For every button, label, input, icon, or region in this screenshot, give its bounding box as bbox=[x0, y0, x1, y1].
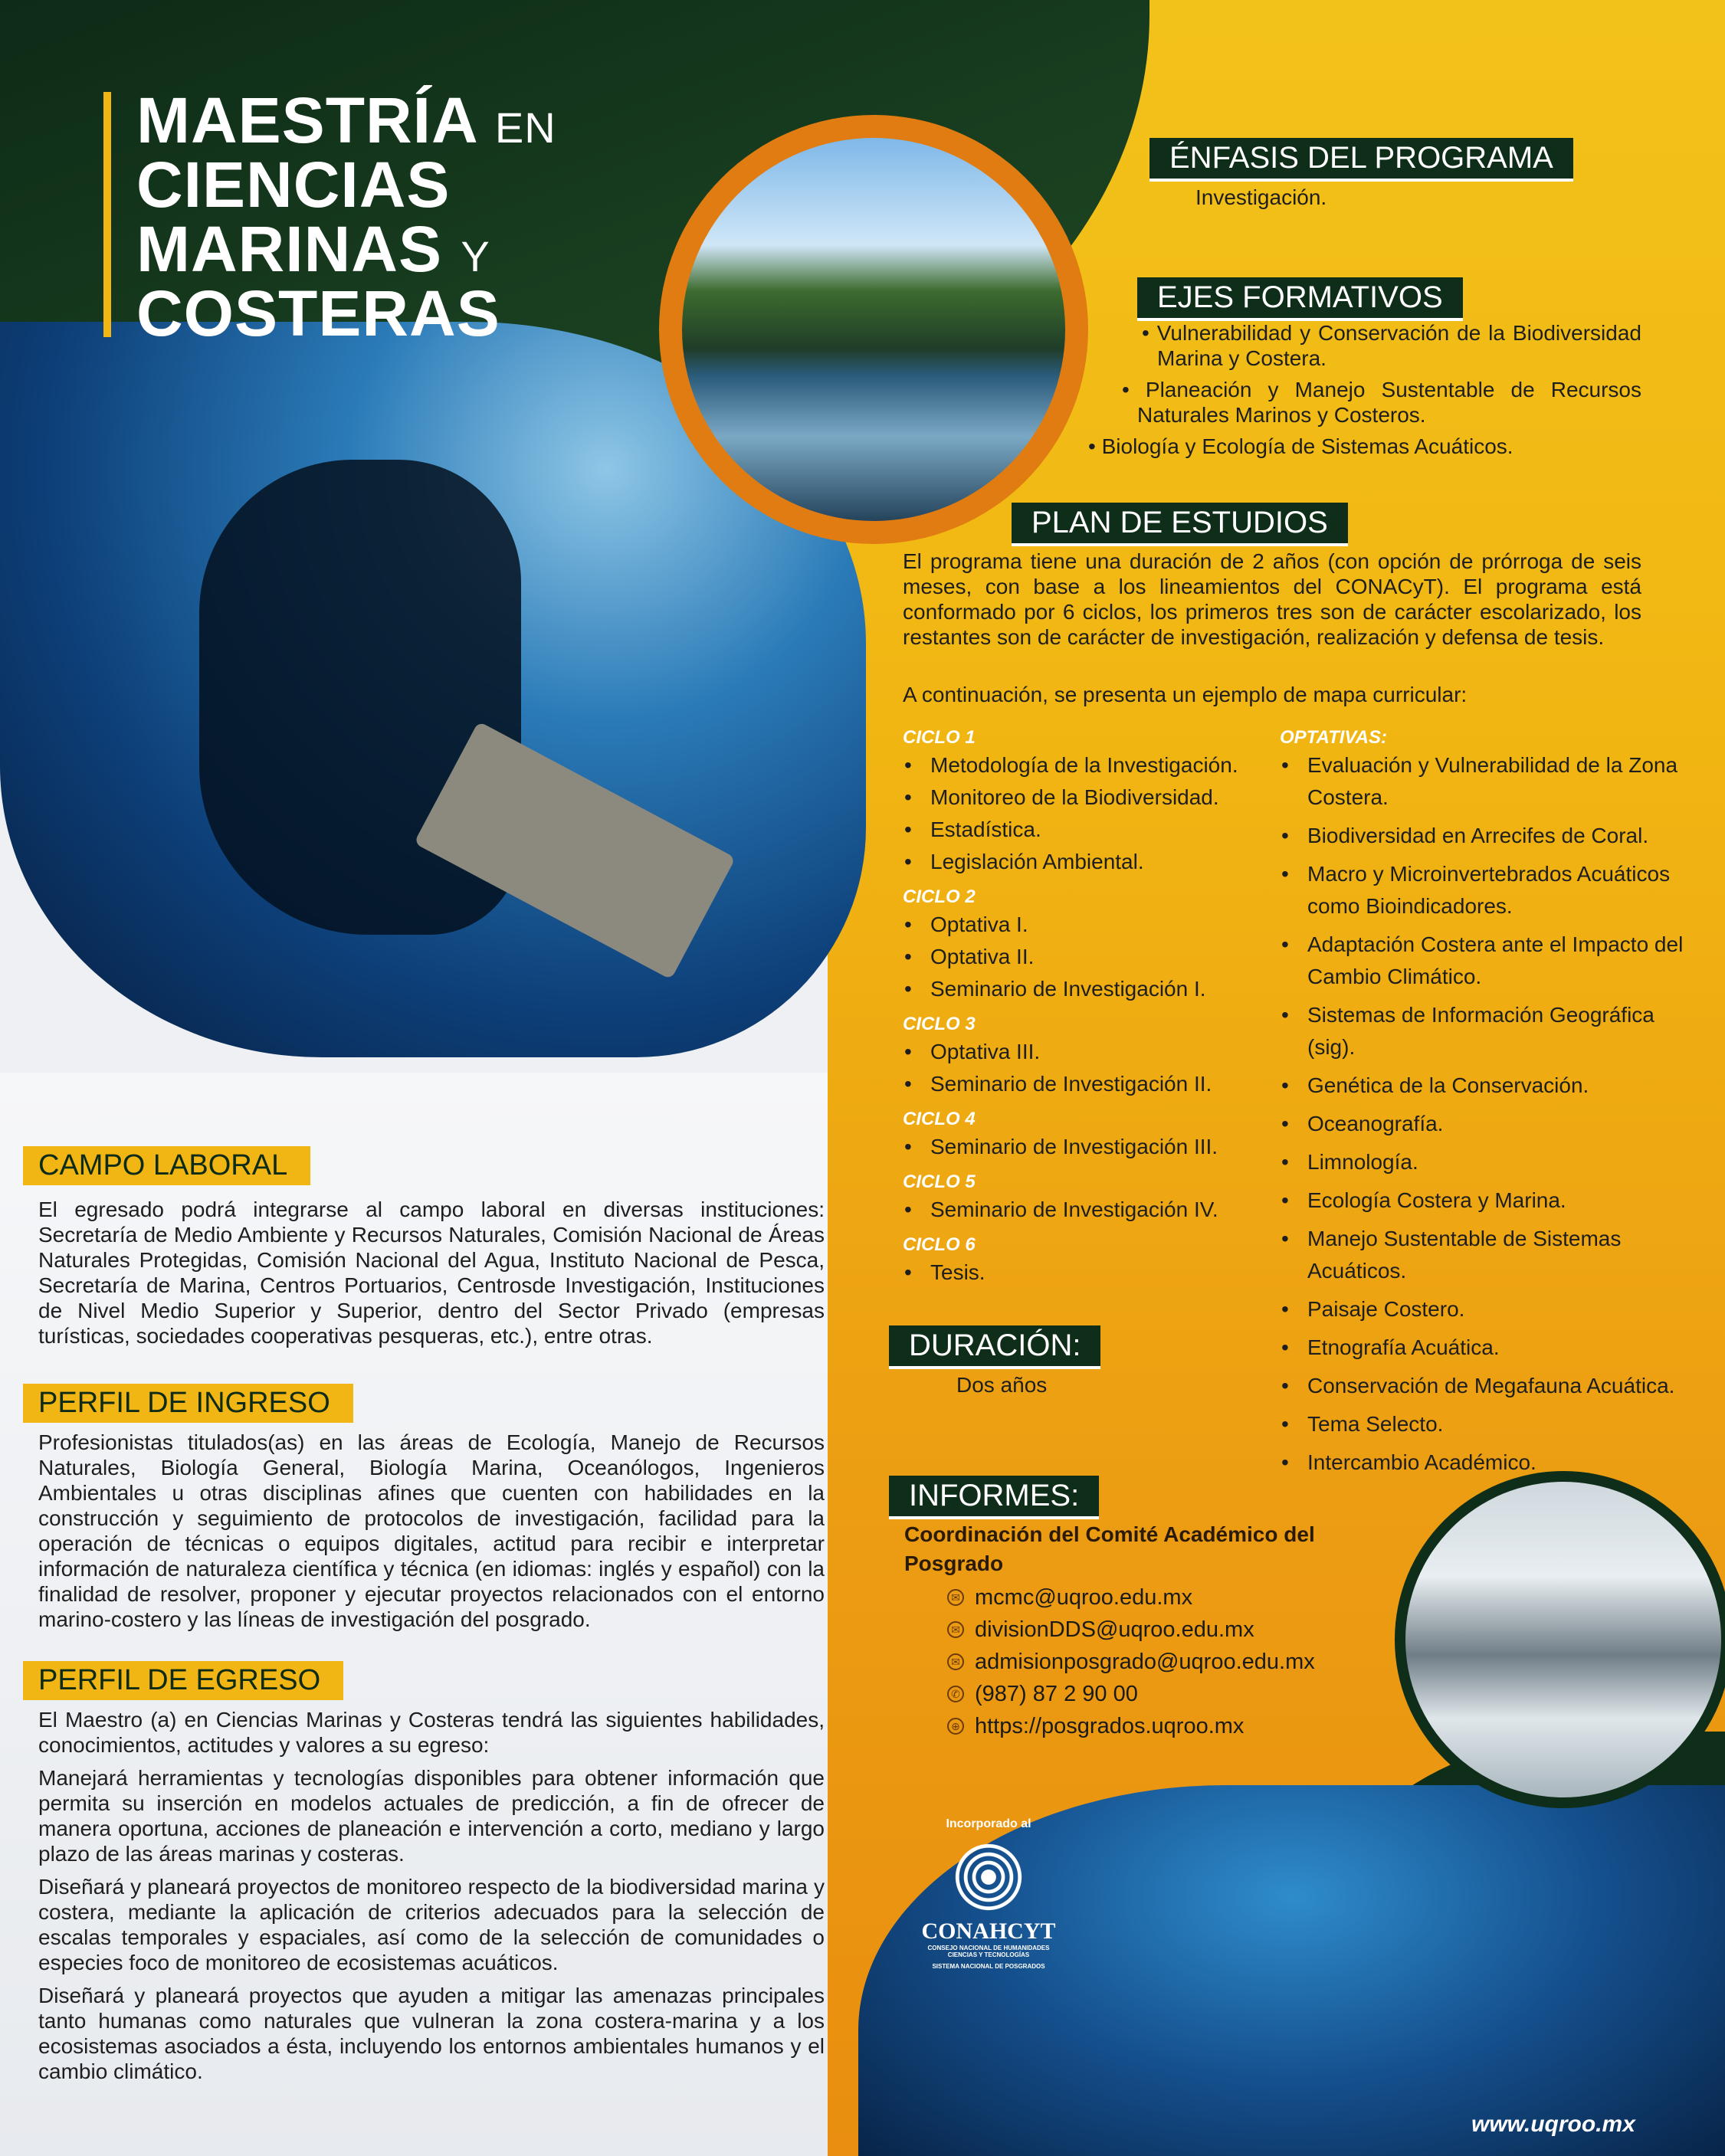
egreso-body bbox=[38, 1707, 825, 2084]
egreso-p3: Diseñará y planeará proyectos de monitoreo respecto de la biodiversidad marina y costera, mediante la aplicación de criterios adecuados para la selección de escalas temporales y espaciales, así como de la selección de comunidades o especies foco de monitoreo de ecosistemas acuáticos. bbox=[38, 1875, 825, 1974]
ciclo-heading: CICLO 3 bbox=[903, 1014, 976, 1034]
egreso-p4: Diseñará y planeará proyectos que ayuden a mitigar las amenazas principales tanto humanas como naturales que vulneran la zona costera-marina y a los ecosistemas asociados a ésta, incluyendo los entornos ambientales humanos y el cambio climático. bbox=[38, 1984, 825, 2083]
optativa-item: • Macro y Microinvertebrados Acuáticos como Bioindicadores. bbox=[1280, 858, 1694, 922]
course-item: • Metodología de la Investigación. bbox=[903, 749, 1263, 781]
mangrove-photo-frame bbox=[659, 115, 1088, 544]
title-accent-bar bbox=[103, 92, 111, 337]
ciclos-column bbox=[903, 719, 1263, 1289]
campo-text: El egresado podrá integrarse al campo laboral en diversas instituciones: Secretaría de Medio Ambiente y Recursos Naturales, Comisión Nacional de Áreas Naturales Protegidas, Comisión Nacional del Agua, Instituto Nacional de Pesca, Secretaría de Marina, Centros Portuarios, Centrosde Investigación, Instituciones de Nivel Medio Superior y Superior, dentro del Sector Privado (empresas turísticas, sociedades cooperativas pesqueras, etc.), entre otras. bbox=[38, 1198, 825, 1348]
optativa-item: • Limnología. bbox=[1280, 1146, 1694, 1178]
ejes-label: EJES FORMATIVOS bbox=[1137, 277, 1463, 321]
mail-icon: ✉ bbox=[947, 1621, 964, 1638]
ingreso-text: Profesionistas titulados(as) en las áreas de Ecología, Manejo de Recursos Naturales, Biología General, Biología Marina, Oceanólogos, Ingenieros Ambientales u otras disciplinas afines que cuenten con habilidades en la construcción y seguimiento de protocolos de investigación, facilidad para la operación de técnicas o equipos digitales, actitud para recibir e interpretar información de naturaleza científica y técnica (en idiomas: inglés y español) con la finalidad de resolver, proponer y ejecutar proyectos relacionados con el entorno marino-costero y las líneas de investigación del posgrado. bbox=[38, 1430, 825, 1631]
ejes-item: • Planeación y Manejo Sustentable de Recursos Naturales Marinos y Costeros. bbox=[1122, 378, 1641, 427]
conahcyt-sub2: CIENCIAS Y TECNOLOGÍAS bbox=[947, 1951, 1030, 1958]
optativa-item: • Paisaje Costero. bbox=[1280, 1293, 1694, 1325]
ingreso-label: PERFIL DE INGRESO bbox=[23, 1384, 353, 1423]
ciclo-heading: CICLO 6 bbox=[903, 1234, 976, 1255]
course-item: • Optativa II. bbox=[903, 941, 1263, 973]
conahcyt-emblem-icon bbox=[952, 1840, 1025, 1914]
footer-url[interactable]: www.uqroo.mx bbox=[1471, 2112, 1635, 2137]
title-line-4: COSTERAS bbox=[136, 277, 500, 349]
contact-email-1[interactable]: ✉ mcmc@uqroo.edu.mx bbox=[947, 1581, 1315, 1614]
contact-email-3[interactable]: ✉ admisionposgrado@uqroo.edu.mx bbox=[947, 1646, 1315, 1678]
conahcyt-sub1: CONSEJO NACIONAL DE HUMANIDADES bbox=[927, 1945, 1050, 1951]
incorporado-text: Incorporado al bbox=[946, 1817, 1031, 1830]
optativa-item: • Conservación de Megafauna Acuática. bbox=[1280, 1370, 1694, 1402]
ciclo-heading: CICLO 4 bbox=[903, 1109, 976, 1129]
optativa-item: • Genética de la Conservación. bbox=[1280, 1070, 1694, 1102]
optativa-item: • Evaluación y Vulnerabilidad de la Zona Costera. bbox=[1280, 749, 1694, 814]
optativa-item: • Adaptación Costera ante el Impacto del Cambio Climático. bbox=[1280, 929, 1694, 993]
boat-photo-frame bbox=[1395, 1471, 1725, 1808]
contacts-list bbox=[947, 1581, 1315, 1742]
contact-email-2[interactable]: ✉ divisionDDS@uqroo.edu.mx bbox=[947, 1614, 1315, 1646]
course-item: • Legislación Ambiental. bbox=[903, 846, 1263, 878]
conahcyt-name: CONAHCYT bbox=[921, 1918, 1056, 1944]
course-item: • Seminario de Investigación IV. bbox=[903, 1194, 1263, 1226]
duracion-label: DURACIÓN: bbox=[889, 1325, 1100, 1369]
course-item: • Tesis. bbox=[903, 1257, 1263, 1289]
duracion-text: Dos años bbox=[956, 1373, 1048, 1397]
globe-icon: ⊕ bbox=[947, 1718, 964, 1735]
survey-board bbox=[414, 721, 736, 979]
optativa-item: • Ecología Costera y Marina. bbox=[1280, 1184, 1694, 1217]
plan-intro: El programa tiene una duración de 2 años (con opción de prórroga de seis meses, con base a los lineamientos del CONACyT). El programa está conformado por 6 ciclos, los primeros tres son de carácter escolarizado, los restantes son de carácter de investigación, realización y defensa de tesis. bbox=[903, 549, 1641, 649]
optativas-column bbox=[1280, 719, 1694, 1485]
optativa-item: • Oceanografía. bbox=[1280, 1108, 1694, 1140]
informes-label: INFORMES: bbox=[889, 1476, 1099, 1519]
contact-phone[interactable]: ✆ (987) 87 2 90 00 bbox=[947, 1678, 1315, 1710]
course-item: • Optativa I. bbox=[903, 909, 1263, 941]
ciclo-heading: CICLO 2 bbox=[903, 886, 976, 907]
mangrove-photo bbox=[682, 138, 1065, 521]
title-line-1: MAESTRÍA EN bbox=[136, 84, 556, 156]
conahcyt-sub3: SISTEMA NACIONAL DE POSGRADOS bbox=[932, 1963, 1045, 1970]
optativas-heading: OPTATIVAS: bbox=[1280, 727, 1387, 748]
plan-intro-2: A continuación, se presenta un ejemplo de mapa curricular: bbox=[903, 683, 1468, 706]
ejes-item: • Biología y Ecología de Sistemas Acuáticos. bbox=[1088, 434, 1513, 458]
enfasis-text: Investigación. bbox=[1195, 185, 1327, 209]
egreso-label: PERFIL DE EGRESO bbox=[23, 1661, 343, 1700]
optativa-item: • Biodiversidad en Arrecifes de Coral. bbox=[1280, 820, 1694, 852]
ciclo-heading: CICLO 5 bbox=[903, 1171, 976, 1192]
mail-icon: ✉ bbox=[947, 1653, 964, 1670]
course-item: • Optativa III. bbox=[903, 1036, 1263, 1068]
course-item: • Seminario de Investigación III. bbox=[903, 1131, 1263, 1163]
contact-website[interactable]: ⊕ https://posgrados.uqroo.mx bbox=[947, 1710, 1315, 1742]
course-item: • Seminario de Investigación II. bbox=[903, 1068, 1263, 1100]
optativa-item: • Intercambio Académico. bbox=[1280, 1447, 1694, 1479]
course-item: • Seminario de Investigación I. bbox=[903, 973, 1263, 1005]
course-item: • Monitoreo de la Biodiversidad. bbox=[903, 781, 1263, 814]
enfasis-label: ÉNFASIS DEL PROGRAMA bbox=[1149, 138, 1573, 182]
egreso-p2: Manejará herramientas y tecnologías disponibles para obtener información que permita su inserción en modelos actuales de predicción, a fin de ofrecer de manera oportuna, acciones de planeación e intervención a corto, mediano y largo plazo de las áreas marinas y costeras. bbox=[38, 1766, 825, 1866]
ciclo-heading: CICLO 1 bbox=[903, 727, 976, 748]
optativa-item: • Sistemas de Información Geográfica (sig). bbox=[1280, 999, 1694, 1063]
campo-label: CAMPO LABORAL bbox=[23, 1146, 310, 1185]
optativa-item: • Etnografía Acuática. bbox=[1280, 1332, 1694, 1364]
phone-icon: ✆ bbox=[947, 1686, 964, 1702]
conahcyt-logo bbox=[889, 1817, 1088, 1970]
title-line-3: MARINAS Y bbox=[136, 213, 490, 285]
informes-org: Coordinación del Comité Académico del Posgrado bbox=[904, 1522, 1315, 1575]
optativa-item: • Tema Selecto. bbox=[1280, 1408, 1694, 1440]
plan-label: PLAN DE ESTUDIOS bbox=[1012, 503, 1348, 546]
boat-photo bbox=[1405, 1482, 1721, 1797]
ejes-item: • Vulnerabilidad y Conservación de la Biodiversidad Marina y Costera. bbox=[1142, 321, 1641, 370]
egreso-p1: El Maestro (a) en Ciencias Marinas y Costeras tendrá las siguientes habilidades, conocimientos, actitudes y valores a su egreso: bbox=[38, 1708, 825, 1757]
title-line-2: CIENCIAS bbox=[136, 149, 451, 221]
ejes-list bbox=[1073, 320, 1641, 459]
course-item: • Estadística. bbox=[903, 814, 1263, 846]
mail-icon: ✉ bbox=[947, 1589, 964, 1606]
optativa-item: • Manejo Sustentable de Sistemas Acuáticos. bbox=[1280, 1223, 1694, 1287]
